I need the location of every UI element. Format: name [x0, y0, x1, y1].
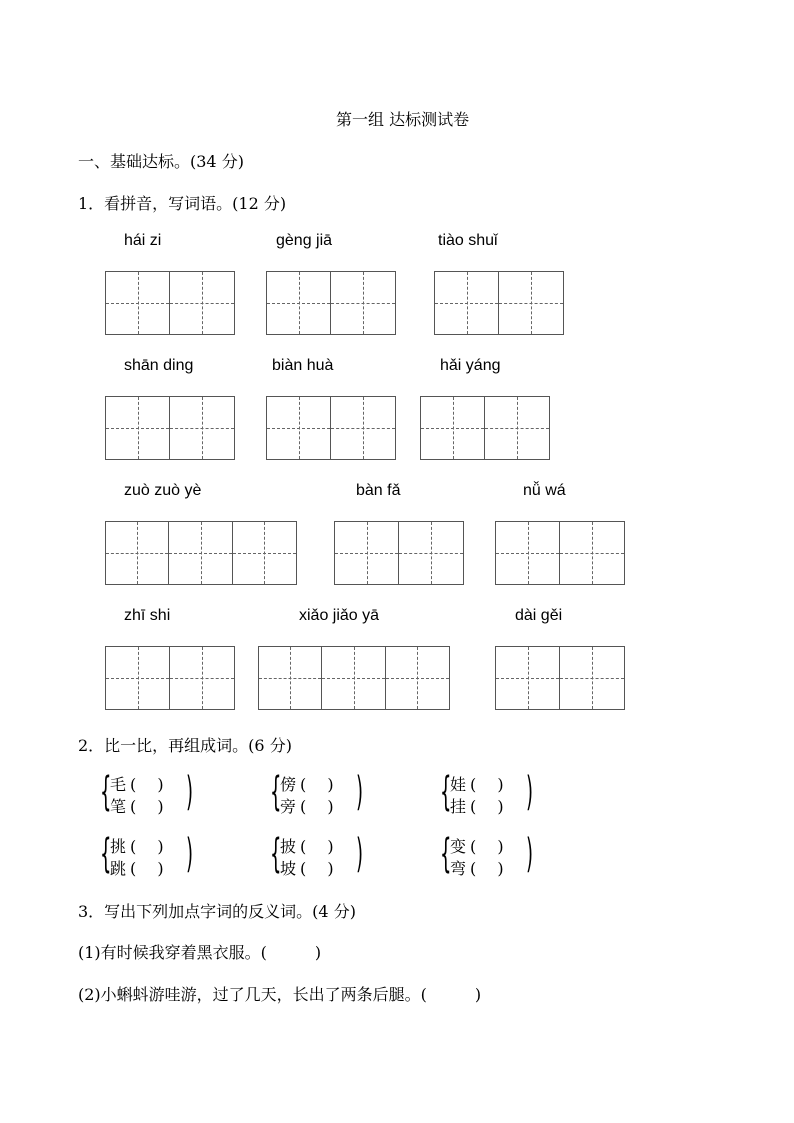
right-paren: ) — [526, 831, 534, 877]
pinyin-label: nǚ wá — [523, 482, 566, 499]
compare-char: 变 — [450, 837, 467, 856]
left-brace: { — [270, 769, 282, 815]
compare-char: 披 — [280, 837, 297, 856]
pinyin-label: hái zi — [124, 232, 162, 249]
answer-blank[interactable]: ( ) — [300, 837, 334, 856]
left-brace: { — [100, 769, 112, 815]
compare-group — [440, 769, 550, 816]
compare-char: 挂 — [450, 797, 467, 816]
compare-group — [270, 769, 380, 816]
compare-group — [100, 769, 210, 816]
right-paren: ) — [356, 769, 364, 815]
pinyin-label: shān ding — [124, 357, 194, 374]
writing-grid[interactable] — [266, 396, 396, 460]
answer-blank[interactable]: ( ) — [470, 775, 504, 794]
writing-grid[interactable] — [105, 646, 235, 710]
compare-char: 旁 — [280, 797, 297, 816]
writing-grid[interactable] — [266, 271, 396, 335]
writing-grid[interactable] — [495, 646, 625, 710]
sentence-1: (1)有时候我穿着黑衣服。( ) — [78, 943, 322, 962]
pinyin-label: hǎi yáng — [440, 357, 501, 374]
compare-char: 跳 — [110, 859, 127, 878]
compare-char: 挑 — [110, 837, 127, 856]
pinyin-label: gèng jiā — [276, 232, 333, 249]
section-heading: 一、基础达标。(34 分) — [78, 152, 244, 171]
pinyin-label: tiào shuǐ — [438, 232, 498, 249]
answer-blank[interactable]: ( ) — [130, 837, 164, 856]
question-3-label: 3．写出下列加点字词的反义词。(4 分) — [78, 902, 356, 921]
right-paren: ) — [526, 769, 534, 815]
question-2-label: 2．比一比，再组成词。(6 分) — [78, 736, 292, 755]
left-brace: { — [440, 831, 452, 877]
writing-grid[interactable] — [434, 271, 564, 335]
left-brace: { — [270, 831, 282, 877]
answer-blank[interactable]: ( ) — [470, 859, 504, 878]
writing-grid[interactable] — [258, 646, 450, 710]
right-paren: ) — [186, 769, 194, 815]
compare-char: 傍 — [280, 775, 297, 794]
writing-grid[interactable] — [420, 396, 550, 460]
answer-blank[interactable]: ( ) — [300, 797, 334, 816]
right-paren: ) — [186, 831, 194, 877]
compare-char: 坡 — [280, 859, 297, 878]
pinyin-label: zuò zuò yè — [124, 482, 202, 499]
compare-char: 弯 — [450, 859, 467, 878]
writing-grid[interactable] — [334, 521, 464, 585]
writing-grid[interactable] — [105, 271, 235, 335]
compare-char: 娃 — [450, 775, 467, 794]
answer-blank[interactable]: ( ) — [130, 859, 164, 878]
pinyin-label: biàn huà — [272, 357, 334, 374]
pinyin-label: dài gěi — [515, 607, 563, 624]
pinyin-label: zhī shi — [124, 607, 171, 624]
compare-char: 笔 — [110, 797, 127, 816]
answer-blank[interactable]: ( ) — [300, 859, 334, 878]
answer-blank[interactable]: ( ) — [130, 775, 164, 794]
compare-char: 毛 — [110, 775, 127, 794]
page-title: 第一组 达标测试卷 — [336, 110, 470, 129]
answer-blank[interactable]: ( ) — [130, 797, 164, 816]
left-brace: { — [440, 769, 452, 815]
question-1-label: 1．看拼音，写词语。(12 分) — [78, 194, 287, 213]
left-brace: { — [100, 831, 112, 877]
pinyin-label: xiǎo jiǎo yā — [299, 607, 380, 624]
compare-group — [100, 831, 210, 878]
answer-blank[interactable]: ( ) — [300, 775, 334, 794]
right-paren: ) — [356, 831, 364, 877]
answer-blank[interactable]: ( ) — [470, 837, 504, 856]
writing-grid[interactable] — [495, 521, 625, 585]
answer-blank[interactable]: ( ) — [470, 797, 504, 816]
compare-group — [270, 831, 380, 878]
writing-grid[interactable] — [105, 521, 297, 585]
writing-grid[interactable] — [105, 396, 235, 460]
pinyin-label: bàn fǎ — [356, 482, 401, 499]
compare-group — [440, 831, 550, 878]
sentence-2: (2)小蝌蚪游哇游，过了几天，长出了两条后腿。( ) — [78, 985, 482, 1004]
